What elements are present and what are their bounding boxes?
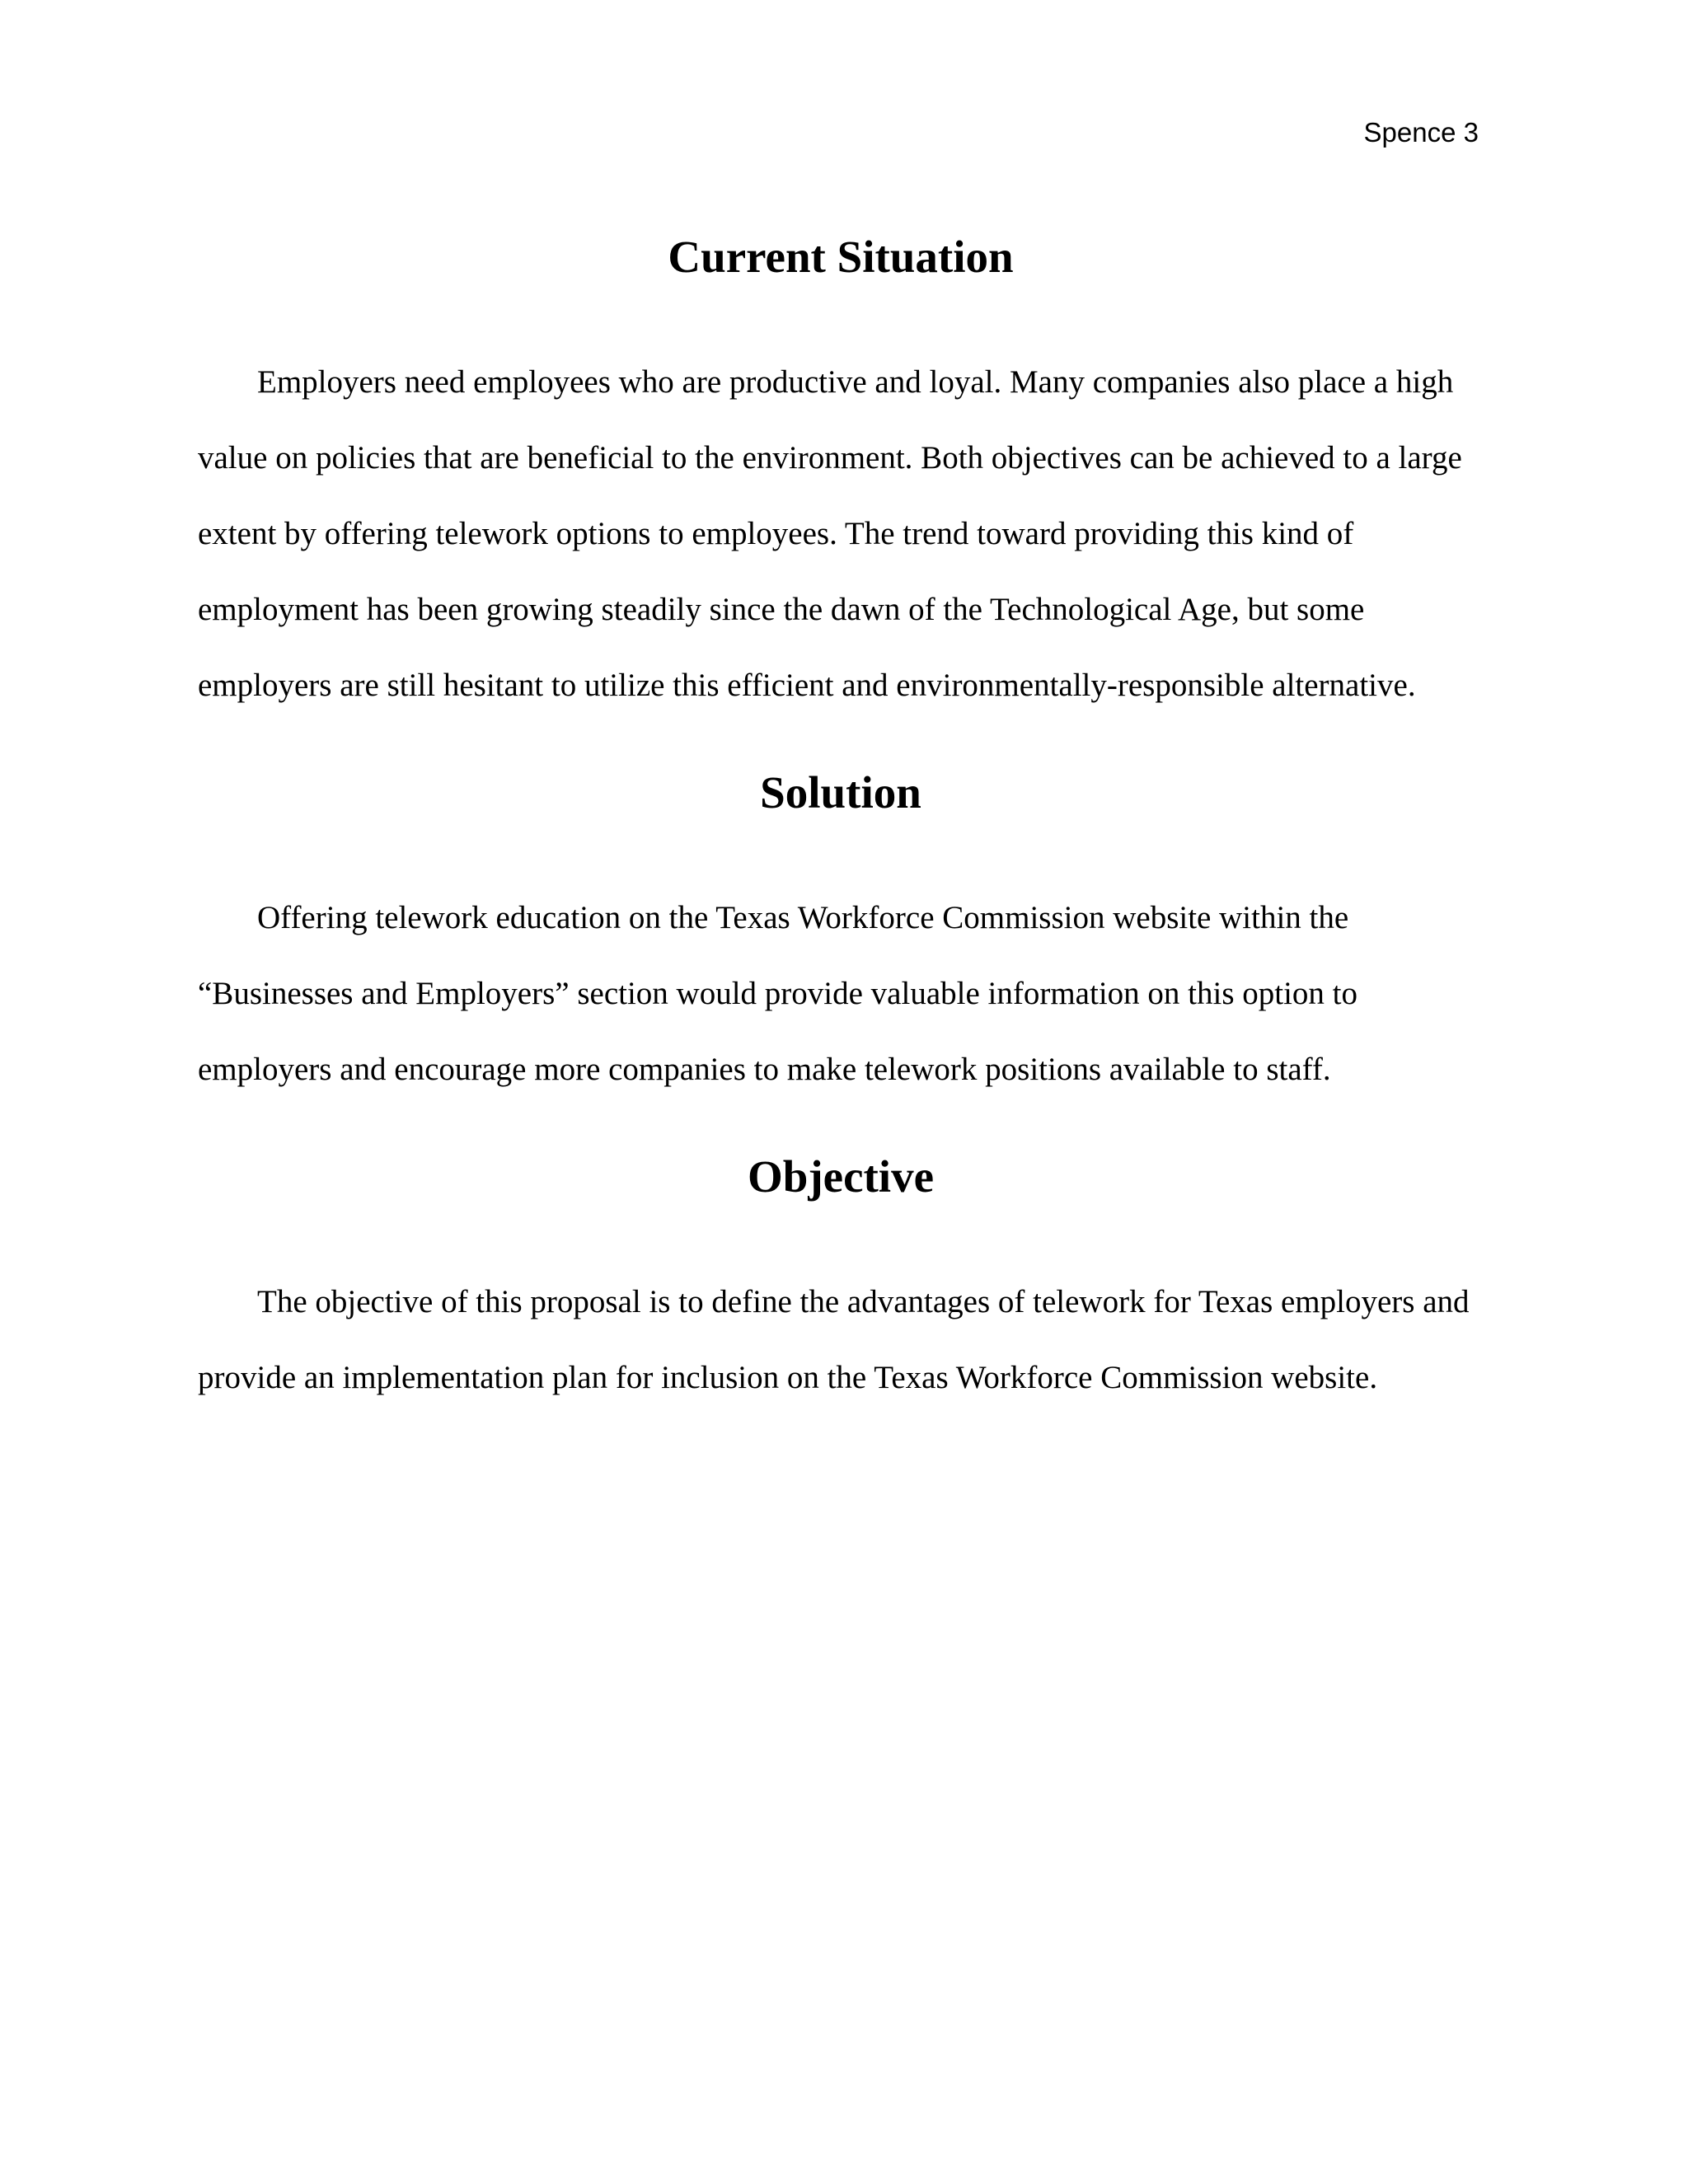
section-paragraph: The objective of this proposal is to define the advantages of telework for Texas employers and provide an implementation plan for inclusion on the Texas Workforce Commission website. — [198, 1284, 1470, 1395]
section-solution — [198, 755, 1484, 1108]
section-paragraph: Offering telework education on the Texas Workforce Commission website within the “Businesses and Employers” section would provide valuable information on this option to employers and encourage more companies to make telework positions available to staff. — [198, 900, 1358, 1087]
section-heading: Solution — [760, 767, 921, 818]
section-objective — [198, 1139, 1484, 1416]
section-heading: Objective — [747, 1151, 934, 1202]
section-current-situation — [198, 219, 1484, 724]
section-heading: Current Situation — [668, 232, 1014, 282]
section-paragraph: Employers need employees who are productive and loyal. Many companies also place a high value on policies that are beneficial to the environment. Both objectives can be achieved to a large extent by offering telework options to employees. The trend toward providing this kind of employment has been growing steadily since the dawn of the Technological Age, but some employers are still hesitant to utilize this efficient and environmentally-responsible alternative. — [198, 364, 1462, 703]
document-body — [198, 219, 1484, 1416]
running-header: Spence 3 — [1363, 117, 1479, 148]
